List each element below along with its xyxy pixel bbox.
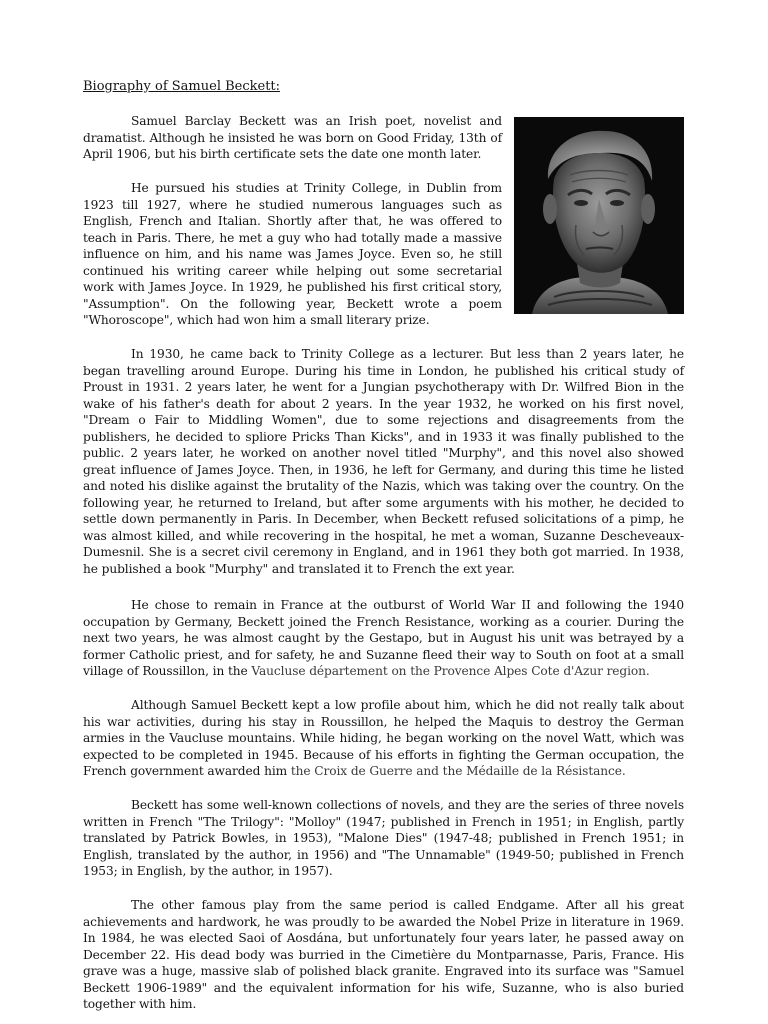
paragraph-legacy: The other famous play from the same period is called Endgame. After all his great achievements and hardwork, he was proudly to be awarded the Nobel Prize in literature in 1969. In 1984, he was elected Saoi of Aosdána, but unfortunately four years later, he passed away on December 22. His dead body was burried in the Cimetière du Montparnasse, Paris, France. His grave was a huge, massive slab of polished black granite. Engraved into its surface was "Samuel Beckett 1906-1989" and the equivalent information for his wife, Suzanne, who is also buried together with him.	[83, 898, 684, 1011]
paragraph-education: He pursued his studies at Trinity College, in Dublin from 1923 till 1927, where he studied numerous languages such as English, French and Italian. Shortly after that, he was offered to teach in Paris. There, he met a guy who had totally made a massive influence on him, and his name was James Joyce. Even so, he still continued his writing career while helping out some secretarial work with James Joyce. In 1929, he published his first critical story, "Assumption". On the following year, Beckett wrote a poem "Whoroscope", which had won him a small literary prize.	[83, 181, 502, 327]
paragraph-resistance	[83, 697, 684, 780]
author-portrait	[514, 117, 684, 314]
resistance-award-text: the Croix de Guerre and the Médaille de la Résistance.	[290, 764, 626, 778]
paragraph-birth: Samuel Barclay Beckett was an Irish poet, novelist and dramatist. Although he insisted he was born on Good Friday, 13th of April 1906, but his birth certificate sets the date one month later.	[83, 114, 502, 161]
war-place-text: Vaucluse département on the Provence Alpes Cote d'Azur region.	[251, 664, 650, 678]
paragraph-career: In 1930, he came back to Trinity College as a lecturer. But less than 2 years later, he began travelling around Europe. During his time in London, he published his critical study of Proust in 1931. 2 years later, he went for a Jungian psychotherapy with Dr. Wilfred Bion in the wake of his father's death for about 2 years. In the year 1932, he worked on his first novel, "Dream o Fair to Middling Women", due to some rejections and disagreements from the publishers, he decided to spliore Pricks Than Kicks", and in 1933 it was finally published to the public. 2 years later, he worked on another novel titled "Murphy", and this novel also showed great influence of James Joyce. Then, in 1936, he left for Germany, and during this time he listed and noted his dislike against the brutality of the Nazis, which was taking over the country. On the following year, he returned to Ireland, but after some arguments with his mother, he decided to settle down permanently in Paris. In December, when Beckett refused solicitations of a pimp, he was almost killed, and while recovering in the hospital, he met a woman, Suzanne Descheveaux-Dumesnil. She is a secret civil ceremony in England, and in 1961 they both got married. In 1938, he published a book "Murphy" and translated it to French the ext year.	[83, 347, 684, 576]
resistance-text: Although Samuel Beckett kept a low profile about him, which he did not really talk about his war activities, during his stay in Roussillon, he helped the Maquis to destroy the German armies in the Vaucluse mountains. While hiding, he began working on the novel Watt, which was expected to be completed in 1945. Because of his efforts in fighting the German occupation, the French government awarded him	[83, 698, 684, 778]
document-title: Biography of Samuel Beckett:	[83, 79, 281, 94]
war-text: He chose to remain in France at the outburst of World War II and following the 1940 occupation by Germany, Beckett joined the French Resistance, working as a courier. During the next two years, he was almost caught by the Gestapo, but in August his unit was betrayed by a former Catholic priest, and for safety, he and Suzanne fleed their way to South on foot at a small village of Roussillon, in the	[83, 598, 684, 678]
paragraph-war	[83, 597, 684, 680]
paragraph-novels: Beckett has some well-known collections of novels, and they are the series of three novels written in French "The Trilogy": "Molloy" (1947; published in French in 1951; in English, partly translated by Patrick Bowles, in 1953), "Malone Dies" (1947-48; published in French 1951; in English, translated by the author, in 1956) and "The Unnamable" (1949-50; published in French 1953; in English, by the author, in 1957).	[83, 798, 684, 878]
portrait-image	[514, 117, 684, 314]
